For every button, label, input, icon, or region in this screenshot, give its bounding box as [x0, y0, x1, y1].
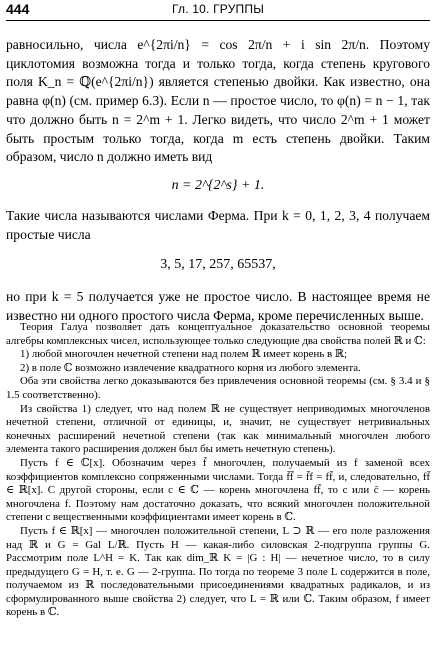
formula-fermat-form: n = 2^{2^s} + 1.	[171, 177, 265, 193]
paragraph-cyclotomy: равносильно, числа e^{2πi/n} = cos 2π/n + i sin 2π/n. Поэтому циклотомия возможна тогда и только тогда, когда степень кругового поля K_n = ℚ(e^{2πi/n}) является степенью двойки. Как известно, она равна φ(n) (см. пример 6.3). Если n — простое число, то φ(n) = n − 1, так что должно быть n = 2^m + 1. Легко видеть, что число 2^m + 1 может быть простым только тогда, когда m есть степень двойки. Таким образом, число n должно иметь вид	[6, 37, 430, 165]
page-header	[6, 0, 430, 21]
small-paragraph-both-properties: Оба эти свойства легко доказываются без привлечения основной теоремы (см. § 3.4 и § 1.5 соответственно).	[6, 375, 430, 401]
main-text	[6, 36, 430, 326]
small-paragraph-galois: Теория Галуа позволяет дать концептуальное доказательство основной теоремы алгебры комплексных чисел, использующее только следующие два свойства полей ℝ и ℂ:	[6, 321, 430, 347]
small-paragraph-conjugate: Пусть f ∈ ℂ[x]. Обозначим через f̄ многочлен, получаемый из f заменой всех коэффициентов комплексно сопряженными числами. Тогда f̄f̄ = f̄f = ff̄, и, следовательно, ff̄ ∈ ℝ[x]. С другой стороны, если c ∈ ℂ — корень многочлена ff̄, то c или c̄ — корень многочлена f. Поэтому нам достаточно доказать, что всякий многочлен положительной степени с вещественными коэффициентами имеет корень в ℂ.	[6, 456, 430, 524]
small-paragraph-odd-degree: Из свойства 1) следует, что над полем ℝ не существует неприводимых многочленов нечетной степени, отличной от единицы, и, значит, не существует нетривиальных конечных расширений нечетной степени (так как минимальный многочлен любого элемента такого расширения должен был бы иметь нечетную степень).	[6, 402, 430, 456]
page-number: 444	[6, 1, 30, 17]
paragraph-k5: но при k = 5 получается уже не простое число. В настоящее время не известно ни одного простого числа Ферма, кроме перечисленных выше.	[6, 289, 430, 324]
running-title: Гл. 10. ГРУППЫ	[171, 2, 265, 16]
paragraph-fermat-numbers: Такие числа называются числами Ферма. При k = 0, 1, 2, 3, 4 получаем простые числа	[6, 207, 430, 242]
small-paragraph-sylow: Пусть f ∈ ℝ[x] — многочлен положительной степени, L ⊃ ℝ — его поле разложения над ℝ и G = Gal L/ℝ. Пусть H — какая-либо силовская 2-подгруппа группы G. Рассмотрим поле L^H = K. Так как dim_ℝ K = |G : H| — нечетное число, то в силу предыдущего G = H, т. е. G — 2-группа. По тогда по теореме 3 поле L содержится в поле, получаемом из ℝ последовательными присоединениями квадратных радикалов, и из сформулированного выше свойства 2) следует, что L = ℝ или ℂ. Таким образом, f имеет корень в ℂ.	[6, 524, 430, 619]
small-print-section	[6, 321, 430, 620]
small-paragraph-property-1: 1) любой многочлен нечетной степени над полем ℝ имеет корень в ℝ;	[20, 348, 347, 361]
small-paragraph-property-2: 2) в поле ℂ возможно извлечение квадратного корня из любого элемента.	[20, 361, 361, 374]
formula-prime-list: 3, 5, 17, 257, 65537,	[160, 257, 276, 273]
